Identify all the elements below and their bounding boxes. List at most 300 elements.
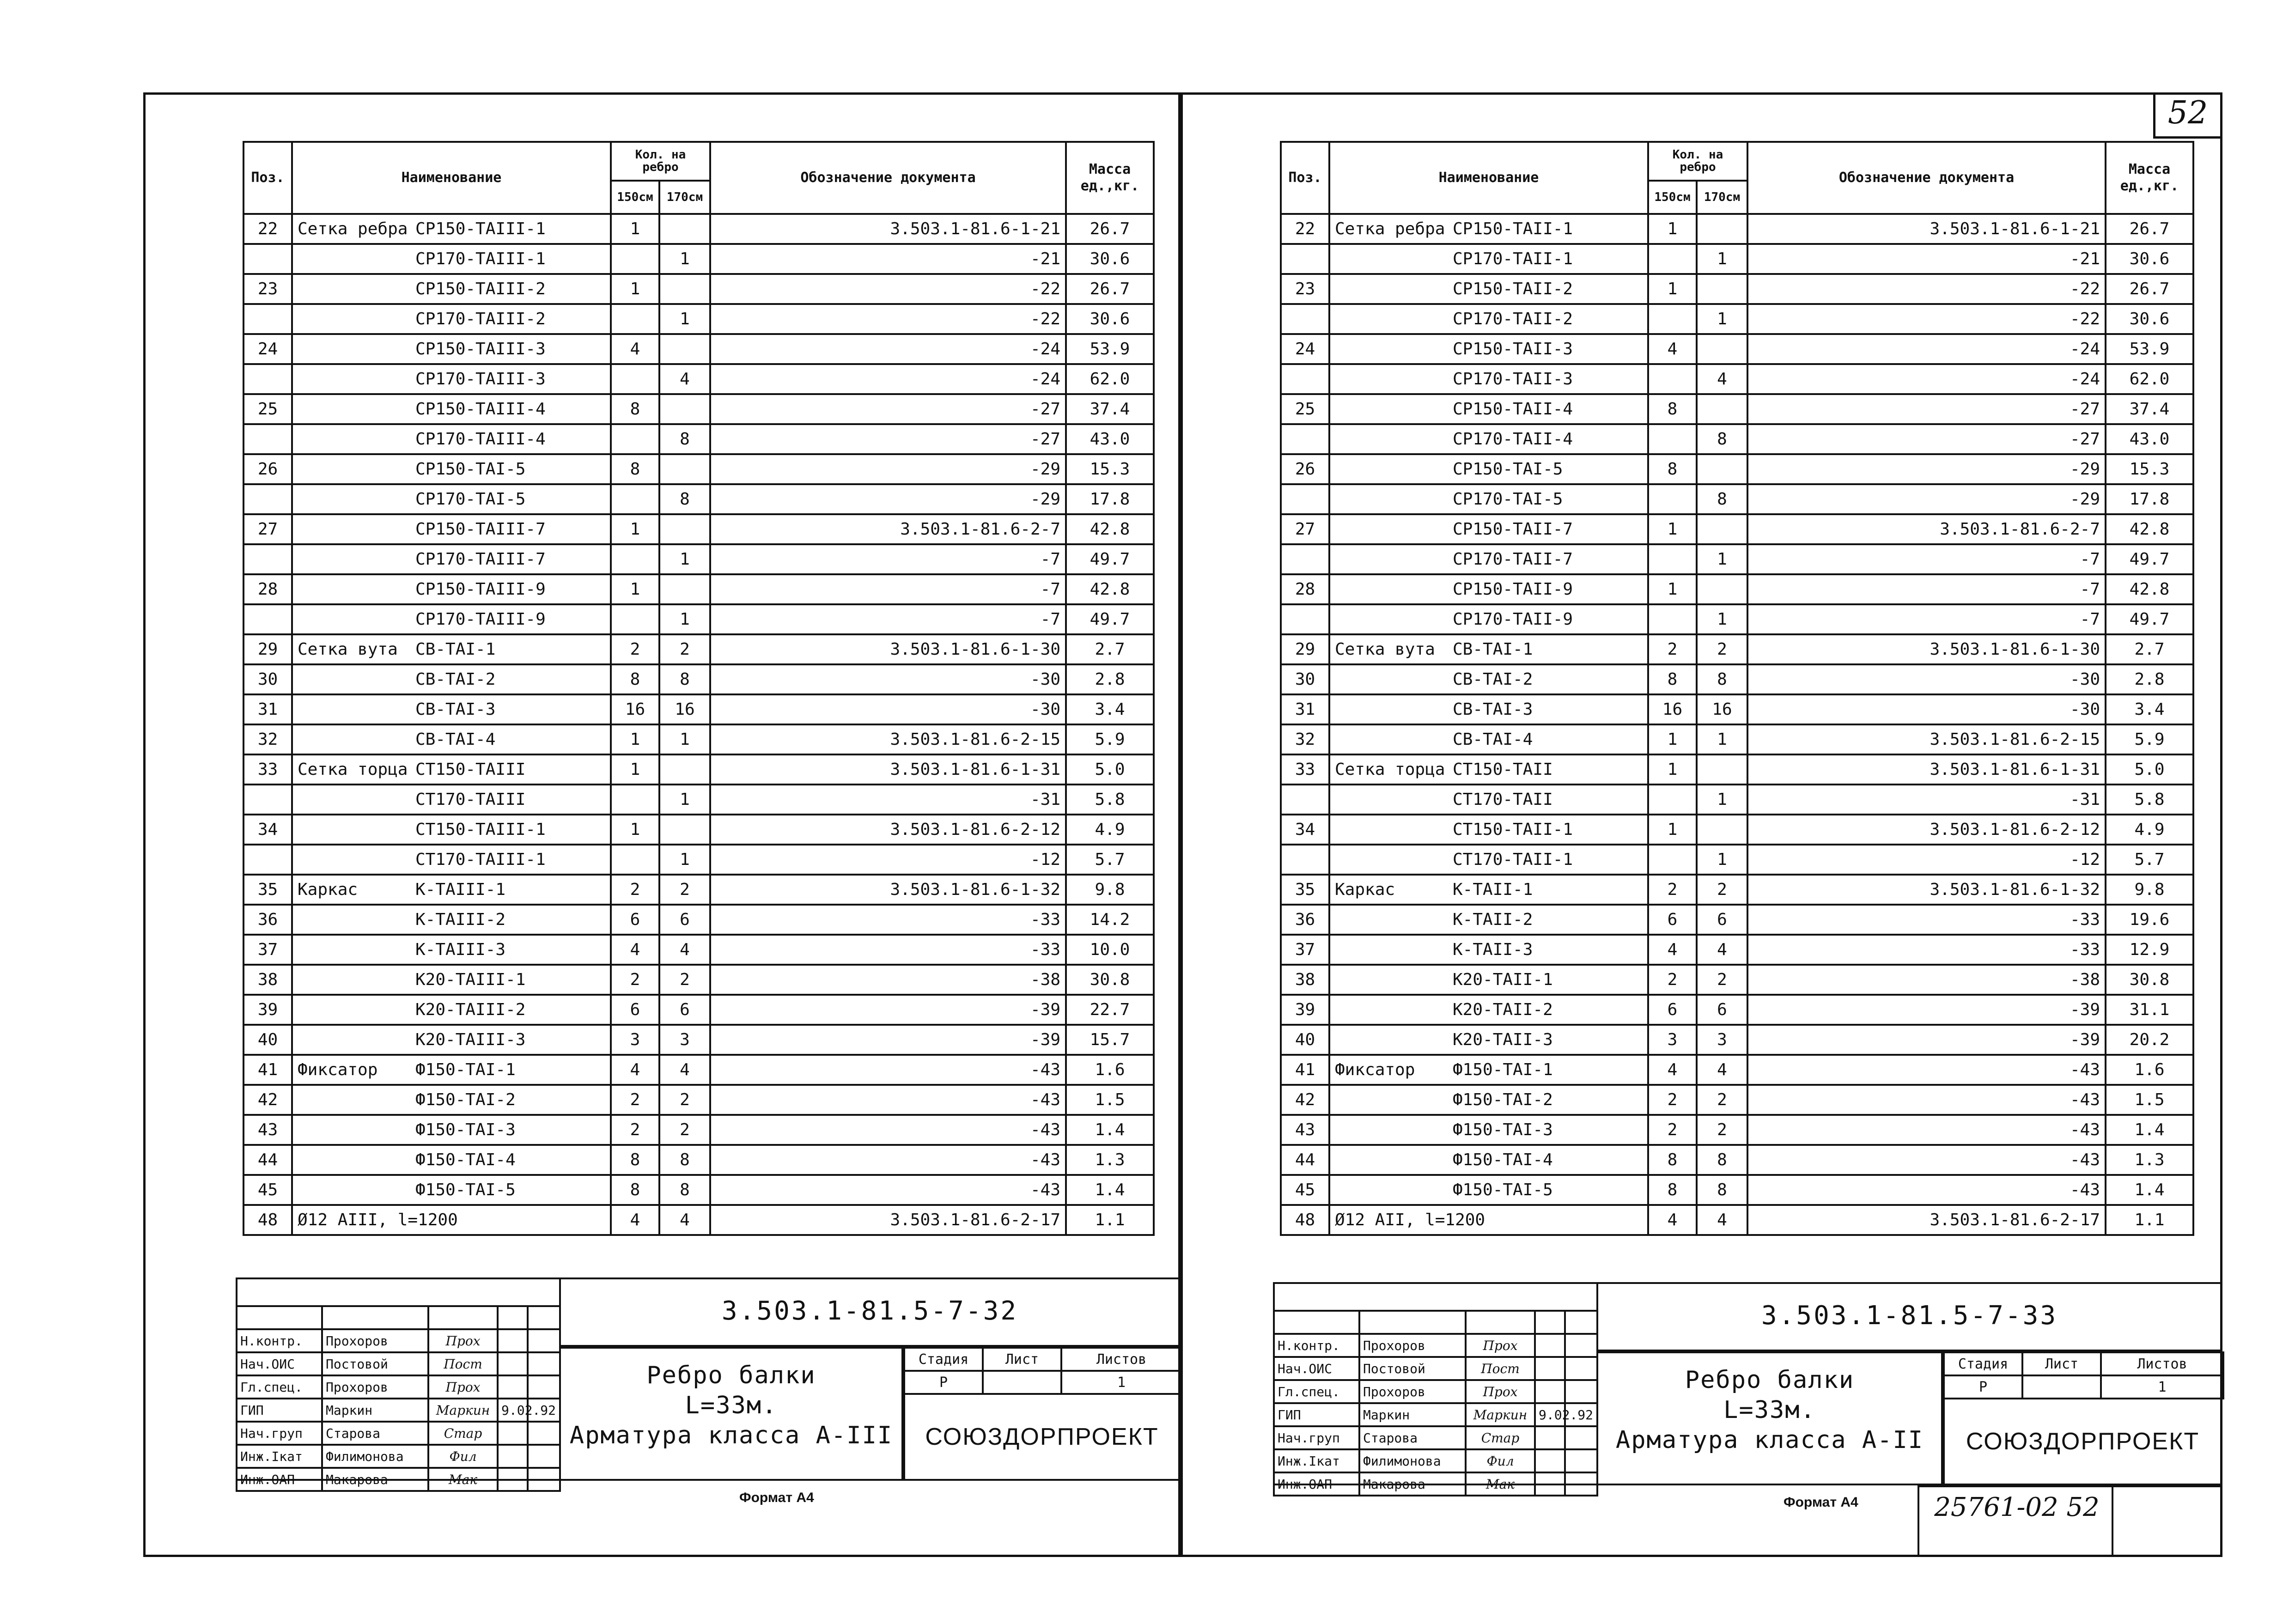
row-qty-170: 16: [659, 694, 710, 724]
row-qty-170: 4: [1697, 1055, 1747, 1085]
row-name: [292, 1205, 611, 1235]
stamp-signature: Маркин: [1466, 1403, 1535, 1426]
row-qty-150: 1: [611, 274, 659, 304]
stamp-date: [498, 1352, 528, 1375]
row-document: -33: [710, 935, 1066, 965]
row-name: [292, 815, 611, 845]
row-position: 28: [1281, 574, 1329, 604]
stamp-blank: [322, 1306, 428, 1329]
sheet-value: [983, 1371, 1061, 1394]
stamp-blank: [498, 1306, 528, 1329]
row-position: 30: [1281, 664, 1329, 694]
stamp-row: [1274, 1449, 1597, 1472]
row-name: [292, 694, 611, 724]
stamp-role: Нач.ОИС: [237, 1352, 322, 1375]
row-item-name: СТ150-ТАII: [1453, 760, 1553, 779]
stamp-row: [1274, 1403, 1597, 1426]
spec-row: [244, 244, 1154, 274]
row-qty-170: 2: [659, 965, 710, 995]
row-qty-170: 2: [659, 1085, 710, 1115]
stamp-blank: [528, 1445, 560, 1468]
row-qty-170: [659, 334, 710, 364]
row-item-name: К-ТАII-2: [1453, 910, 1533, 929]
row-qty-150: [611, 244, 659, 274]
row-qty-150: 6: [611, 995, 659, 1025]
row-document: -43: [1747, 1175, 2106, 1205]
spec-row: [1281, 905, 2193, 935]
row-qty-170: 1: [1697, 845, 1747, 875]
row-item-name: СР150-ТАI-5: [415, 459, 526, 479]
spec-row: [1281, 1085, 2193, 1115]
row-item-name: Ф150-ТАI-2: [415, 1090, 516, 1109]
spec-row: [1281, 394, 2193, 424]
row-qty-150: [611, 604, 659, 634]
row-name: [1329, 754, 1648, 785]
row-document: -27: [710, 424, 1066, 454]
row-document: -30: [1747, 694, 2106, 724]
row-qty-150: 1: [1648, 214, 1697, 244]
left-drawing-code: 3.503.1-81.5-7-32: [721, 1296, 1018, 1326]
row-item-name: Ф150-ТАI-4: [1453, 1150, 1553, 1169]
row-name: [292, 875, 611, 905]
stamp-name: Макарова: [1359, 1472, 1466, 1496]
stamp-blank: [1466, 1311, 1535, 1334]
row-name: [292, 604, 611, 634]
stamp-date: 9.02.92: [498, 1399, 528, 1422]
header-pos: Поз.: [1281, 142, 1329, 214]
title-line: Ребро балки: [1685, 1366, 1855, 1394]
spec-row: [1281, 845, 2193, 875]
row-item-name: СР170-ТАIII-4: [415, 429, 546, 449]
stamp-row: [1274, 1357, 1597, 1380]
stamp-row: [1274, 1426, 1597, 1449]
row-mass: 5.0: [2106, 754, 2193, 785]
row-qty-150: 2: [611, 1085, 659, 1115]
row-item-name: К-ТАII-3: [1453, 940, 1533, 959]
left-stage-table: [903, 1347, 1182, 1395]
row-item-name: СТ150-ТАIII: [415, 760, 526, 779]
row-item-name: СР170-ТАII-1: [1453, 249, 1573, 268]
row-mass: 1.1: [2106, 1205, 2193, 1235]
row-position: 43: [244, 1115, 292, 1145]
row-position: 28: [244, 574, 292, 604]
spec-row: [244, 935, 1154, 965]
row-mass: 19.6: [2106, 905, 2193, 935]
row-mass: 30.6: [1066, 244, 1154, 274]
row-name: [1329, 1055, 1648, 1085]
row-mass: 30.8: [2106, 965, 2193, 995]
row-position: 36: [1281, 905, 1329, 935]
spec-row: [244, 424, 1154, 454]
row-qty-150: 4: [611, 935, 659, 965]
row-item-name: Ф150-ТАI-5: [1453, 1180, 1553, 1199]
row-mass: 43.0: [2106, 424, 2193, 454]
row-position: [1281, 484, 1329, 514]
row-name: [292, 754, 611, 785]
row-document: -22: [710, 274, 1066, 304]
stamp-role: Н.контр.: [1274, 1334, 1359, 1357]
row-item-name: СВ-ТАI-1: [1453, 639, 1533, 659]
spec-row: [244, 664, 1154, 694]
right-drawing-code: 3.503.1-81.5-7-33: [1761, 1301, 2058, 1331]
stage-value: Р: [904, 1371, 983, 1394]
row-document: -7: [710, 544, 1066, 574]
row-mass: 2.7: [2106, 634, 2193, 664]
spec-row: [244, 1115, 1154, 1145]
row-position: 40: [1281, 1025, 1329, 1055]
row-qty-150: [1648, 845, 1697, 875]
row-position: 29: [244, 634, 292, 664]
row-position: 37: [1281, 935, 1329, 965]
row-qty-150: 8: [611, 1175, 659, 1205]
row-position: [244, 424, 292, 454]
row-name: [292, 995, 611, 1025]
row-item-name: СВ-ТАI-4: [1453, 730, 1533, 749]
row-position: 36: [244, 905, 292, 935]
row-item-name: СВ-ТАI-1: [415, 639, 496, 659]
row-mass: 9.8: [1066, 875, 1154, 905]
row-category: Каркас: [298, 880, 358, 899]
row-item-name: СВ-ТАI-4: [415, 730, 496, 749]
row-document: 3.503.1-81.6-1-32: [710, 875, 1066, 905]
spec-row: [244, 995, 1154, 1025]
row-qty-150: 1: [1648, 754, 1697, 785]
row-mass: 15.3: [2106, 454, 2193, 484]
sheets-value: 1: [2101, 1375, 2223, 1399]
row-name: [1329, 544, 1648, 574]
row-item-name: СР170-ТАII-7: [1453, 549, 1573, 569]
row-position: 29: [1281, 634, 1329, 664]
row-position: 27: [244, 514, 292, 544]
row-document: -21: [710, 244, 1066, 274]
row-qty-150: 2: [611, 1115, 659, 1145]
header-qty: Кол. на ребро: [1648, 142, 1747, 181]
row-mass: 20.2: [2106, 1025, 2193, 1055]
row-position: 30: [244, 664, 292, 694]
row-item-name: СВ-ТАI-2: [415, 669, 496, 689]
row-position: 22: [244, 214, 292, 244]
left-organization: СОЮЗДОРПРОЕКТ: [925, 1423, 1159, 1450]
row-document: -12: [710, 845, 1066, 875]
row-mass: 17.8: [1066, 484, 1154, 514]
spec-row: [244, 304, 1154, 334]
stamp-date: [1535, 1380, 1565, 1403]
row-qty-150: [1648, 544, 1697, 574]
row-category: Сетка торца: [1335, 760, 1445, 779]
row-qty-150: 8: [1648, 664, 1697, 694]
row-position: 41: [1281, 1055, 1329, 1085]
row-document: -22: [710, 304, 1066, 334]
spec-row: [244, 364, 1154, 394]
header-q170: 170см: [659, 181, 710, 214]
row-qty-150: 1: [1648, 724, 1697, 754]
row-qty-170: 4: [1697, 935, 1747, 965]
row-document: 3.503.1-81.6-2-15: [710, 724, 1066, 754]
row-document: 3.503.1-81.6-1-21: [710, 214, 1066, 244]
row-name: [1329, 785, 1648, 815]
row-qty-150: 3: [1648, 1025, 1697, 1055]
stamp-row: [237, 1352, 560, 1375]
right-format-label: Формат А4: [1784, 1495, 1858, 1510]
row-document: -43: [710, 1175, 1066, 1205]
row-qty-170: 2: [1697, 634, 1747, 664]
right-stamp-table: [1273, 1310, 1598, 1496]
row-mass: 1.3: [2106, 1145, 2193, 1175]
row-name: [292, 244, 611, 274]
header-mass: Масса ед.,кг.: [2106, 142, 2193, 214]
row-document: -27: [1747, 424, 2106, 454]
header-doc: Обозначение документа: [710, 142, 1066, 214]
row-item-name: СР170-ТАIII-1: [415, 249, 546, 268]
row-qty-170: 1: [1697, 244, 1747, 274]
row-qty-170: [1697, 334, 1747, 364]
row-qty-150: 1: [1648, 815, 1697, 845]
row-mass: 15.7: [1066, 1025, 1154, 1055]
row-qty-170: 8: [659, 1145, 710, 1175]
row-item-name: Ф150-ТАI-5: [415, 1180, 516, 1199]
row-mass: 1.5: [1066, 1085, 1154, 1115]
spec-row: [1281, 815, 2193, 845]
header-name: Наименование: [1329, 142, 1648, 214]
row-name: [1329, 604, 1648, 634]
row-position: 35: [1281, 875, 1329, 905]
spec-row: [244, 845, 1154, 875]
row-qty-170: 2: [659, 1115, 710, 1145]
stamp-blank: [1565, 1426, 1597, 1449]
row-qty-150: 3: [611, 1025, 659, 1055]
row-qty-170: 2: [1697, 1115, 1747, 1145]
row-position: 34: [1281, 815, 1329, 845]
row-position: 37: [244, 935, 292, 965]
row-mass: 1.5: [2106, 1085, 2193, 1115]
row-mass: 30.8: [1066, 965, 1154, 995]
row-position: 48: [1281, 1205, 1329, 1235]
row-name: [292, 1025, 611, 1055]
row-document: -43: [1747, 1145, 2106, 1175]
spec-row: [1281, 364, 2193, 394]
spec-row: [1281, 484, 2193, 514]
spec-row: [1281, 274, 2193, 304]
row-mass: 1.4: [2106, 1175, 2193, 1205]
row-qty-170: [659, 754, 710, 785]
row-qty-170: 2: [659, 634, 710, 664]
row-position: [1281, 845, 1329, 875]
spec-row: [1281, 785, 2193, 815]
stamp-signature: Фил: [428, 1445, 498, 1468]
stamp-blank: [1565, 1472, 1597, 1496]
row-document: -39: [1747, 995, 2106, 1025]
row-item-name: СТ170-ТАII-1: [1453, 850, 1573, 869]
stamp-date: [498, 1445, 528, 1468]
row-qty-170: 1: [1697, 304, 1747, 334]
row-mass: 2.8: [2106, 664, 2193, 694]
row-mass: 2.7: [1066, 634, 1154, 664]
row-qty-150: 1: [1648, 574, 1697, 604]
row-qty-150: 1: [611, 754, 659, 785]
row-qty-170: [1697, 815, 1747, 845]
row-qty-170: 1: [1697, 544, 1747, 574]
spec-row: [244, 724, 1154, 754]
stamp-date: [498, 1468, 528, 1491]
row-item-name: СР150-ТАII-1: [1453, 219, 1573, 238]
row-mass: 9.8: [2106, 875, 2193, 905]
row-mass: 42.8: [1066, 514, 1154, 544]
row-mass: 5.8: [2106, 785, 2193, 815]
spec-row: [1281, 724, 2193, 754]
stamp-date: [1535, 1334, 1565, 1357]
row-name: [292, 724, 611, 754]
row-qty-150: [611, 544, 659, 574]
spec-row: [1281, 304, 2193, 334]
row-mass: 5.8: [1066, 785, 1154, 815]
row-position: 25: [244, 394, 292, 424]
row-name: [292, 664, 611, 694]
row-name: [1329, 484, 1648, 514]
row-name: [292, 1145, 611, 1175]
row-position: 34: [244, 815, 292, 845]
row-qty-170: 1: [659, 604, 710, 634]
row-name: [1329, 724, 1648, 754]
archive-stamp-divider: [2112, 1485, 2113, 1557]
row-qty-170: 8: [659, 484, 710, 514]
row-item-name: СР170-ТАII-9: [1453, 609, 1573, 629]
row-qty-150: [1648, 304, 1697, 334]
row-qty-170: 6: [1697, 905, 1747, 935]
spec-row: [244, 274, 1154, 304]
row-mass: 22.7: [1066, 995, 1154, 1025]
row-qty-170: 1: [1697, 604, 1747, 634]
row-qty-150: 4: [611, 1055, 659, 1085]
row-name: [292, 364, 611, 394]
row-qty-150: 2: [1648, 875, 1697, 905]
stamp-blank: [1565, 1334, 1597, 1357]
row-item-name: СР170-ТАII-4: [1453, 429, 1573, 449]
row-qty-170: 4: [1697, 1205, 1747, 1235]
spec-row: [244, 875, 1154, 905]
row-item-name: Ф150-ТАI-4: [415, 1150, 516, 1169]
row-position: [244, 785, 292, 815]
stamp-signature: Пост: [428, 1352, 498, 1375]
row-category: Сетка вута: [1335, 639, 1435, 659]
row-document: -7: [1747, 604, 2106, 634]
stamp-signature: Мак: [428, 1468, 498, 1491]
row-qty-150: 1: [611, 574, 659, 604]
row-mass: 1.3: [1066, 1145, 1154, 1175]
row-item-name: К20-ТАIII-1: [415, 970, 526, 989]
stamp-blank: [528, 1468, 560, 1491]
row-qty-150: [1648, 484, 1697, 514]
row-position: [1281, 424, 1329, 454]
row-position: 27: [1281, 514, 1329, 544]
stamp-row: [1274, 1334, 1597, 1357]
row-position: 41: [244, 1055, 292, 1085]
stamp-blank: [1535, 1311, 1565, 1334]
row-qty-150: 2: [611, 634, 659, 664]
spec-row: [1281, 634, 2193, 664]
row-name: [1329, 1025, 1648, 1055]
spec-row: [1281, 514, 2193, 544]
row-mass: 37.4: [1066, 394, 1154, 424]
row-qty-150: 1: [1648, 274, 1697, 304]
row-document: -43: [710, 1085, 1066, 1115]
stamp-name: Филимонова: [1359, 1449, 1466, 1472]
row-qty-170: 8: [1697, 1145, 1747, 1175]
row-name: [1329, 995, 1648, 1025]
row-qty-150: 8: [611, 664, 659, 694]
row-qty-170: 1: [659, 724, 710, 754]
stamp-blank: [528, 1375, 560, 1399]
row-mass: 12.9: [2106, 935, 2193, 965]
title-line: Арматура класса А-II: [1615, 1426, 1924, 1454]
row-mass: 31.1: [2106, 995, 2193, 1025]
stamp-blank: [528, 1306, 560, 1329]
stamp-role: Инж.Iкат: [1274, 1449, 1359, 1472]
row-position: 32: [244, 724, 292, 754]
row-qty-150: 6: [1648, 905, 1697, 935]
row-item-name: Ф150-ТАI-3: [415, 1120, 516, 1139]
row-document: -7: [1747, 574, 2106, 604]
row-position: [244, 304, 292, 334]
row-qty-150: 2: [1648, 1115, 1697, 1145]
row-qty-170: [1697, 454, 1747, 484]
row-document: -43: [710, 1055, 1066, 1085]
row-name: [1329, 394, 1648, 424]
row-position: [244, 845, 292, 875]
stamp-signature: Стар: [428, 1422, 498, 1445]
row-qty-170: 1: [659, 544, 710, 574]
row-name: [292, 905, 611, 935]
row-item-name: СР170-ТАIII-7: [415, 549, 546, 569]
row-mass: 30.6: [2106, 304, 2193, 334]
row-qty-150: 8: [611, 454, 659, 484]
row-qty-170: 4: [659, 1055, 710, 1085]
row-document: -27: [710, 394, 1066, 424]
title-line: L=33м.: [685, 1392, 778, 1419]
row-item-name: СВ-ТАI-2: [1453, 669, 1533, 689]
header-pos: Поз.: [244, 142, 292, 214]
row-qty-150: 16: [611, 694, 659, 724]
row-item-name: СР150-ТАII-7: [1453, 519, 1573, 539]
row-position: 45: [244, 1175, 292, 1205]
row-position: 43: [1281, 1115, 1329, 1145]
right-spec-table: [1280, 141, 2194, 1236]
row-position: [1281, 544, 1329, 574]
stamp-date: [1535, 1357, 1565, 1380]
row-position: [1281, 364, 1329, 394]
row-item-name: СР150-ТАII-3: [1453, 339, 1573, 359]
row-item-name: СТ170-ТАII: [1453, 790, 1553, 809]
row-position: 42: [244, 1085, 292, 1115]
spec-row: [244, 574, 1154, 604]
row-name: [1329, 634, 1648, 664]
row-mass: 1.6: [1066, 1055, 1154, 1085]
row-document: 3.503.1-81.6-1-31: [710, 754, 1066, 785]
left-drawing-title: [559, 1361, 903, 1451]
row-document: 3.503.1-81.6-2-15: [1747, 724, 2106, 754]
row-position: 33: [1281, 754, 1329, 785]
row-qty-170: 8: [659, 424, 710, 454]
row-document: -30: [710, 694, 1066, 724]
stamp-name: Прохоров: [322, 1329, 428, 1352]
stamp-row: [237, 1329, 560, 1352]
row-document: -43: [1747, 1115, 2106, 1145]
row-name: [292, 454, 611, 484]
row-qty-170: 8: [659, 664, 710, 694]
sheet-value: [2022, 1375, 2101, 1399]
row-qty-150: [611, 785, 659, 815]
row-qty-150: 8: [1648, 454, 1697, 484]
row-qty-150: 2: [1648, 634, 1697, 664]
